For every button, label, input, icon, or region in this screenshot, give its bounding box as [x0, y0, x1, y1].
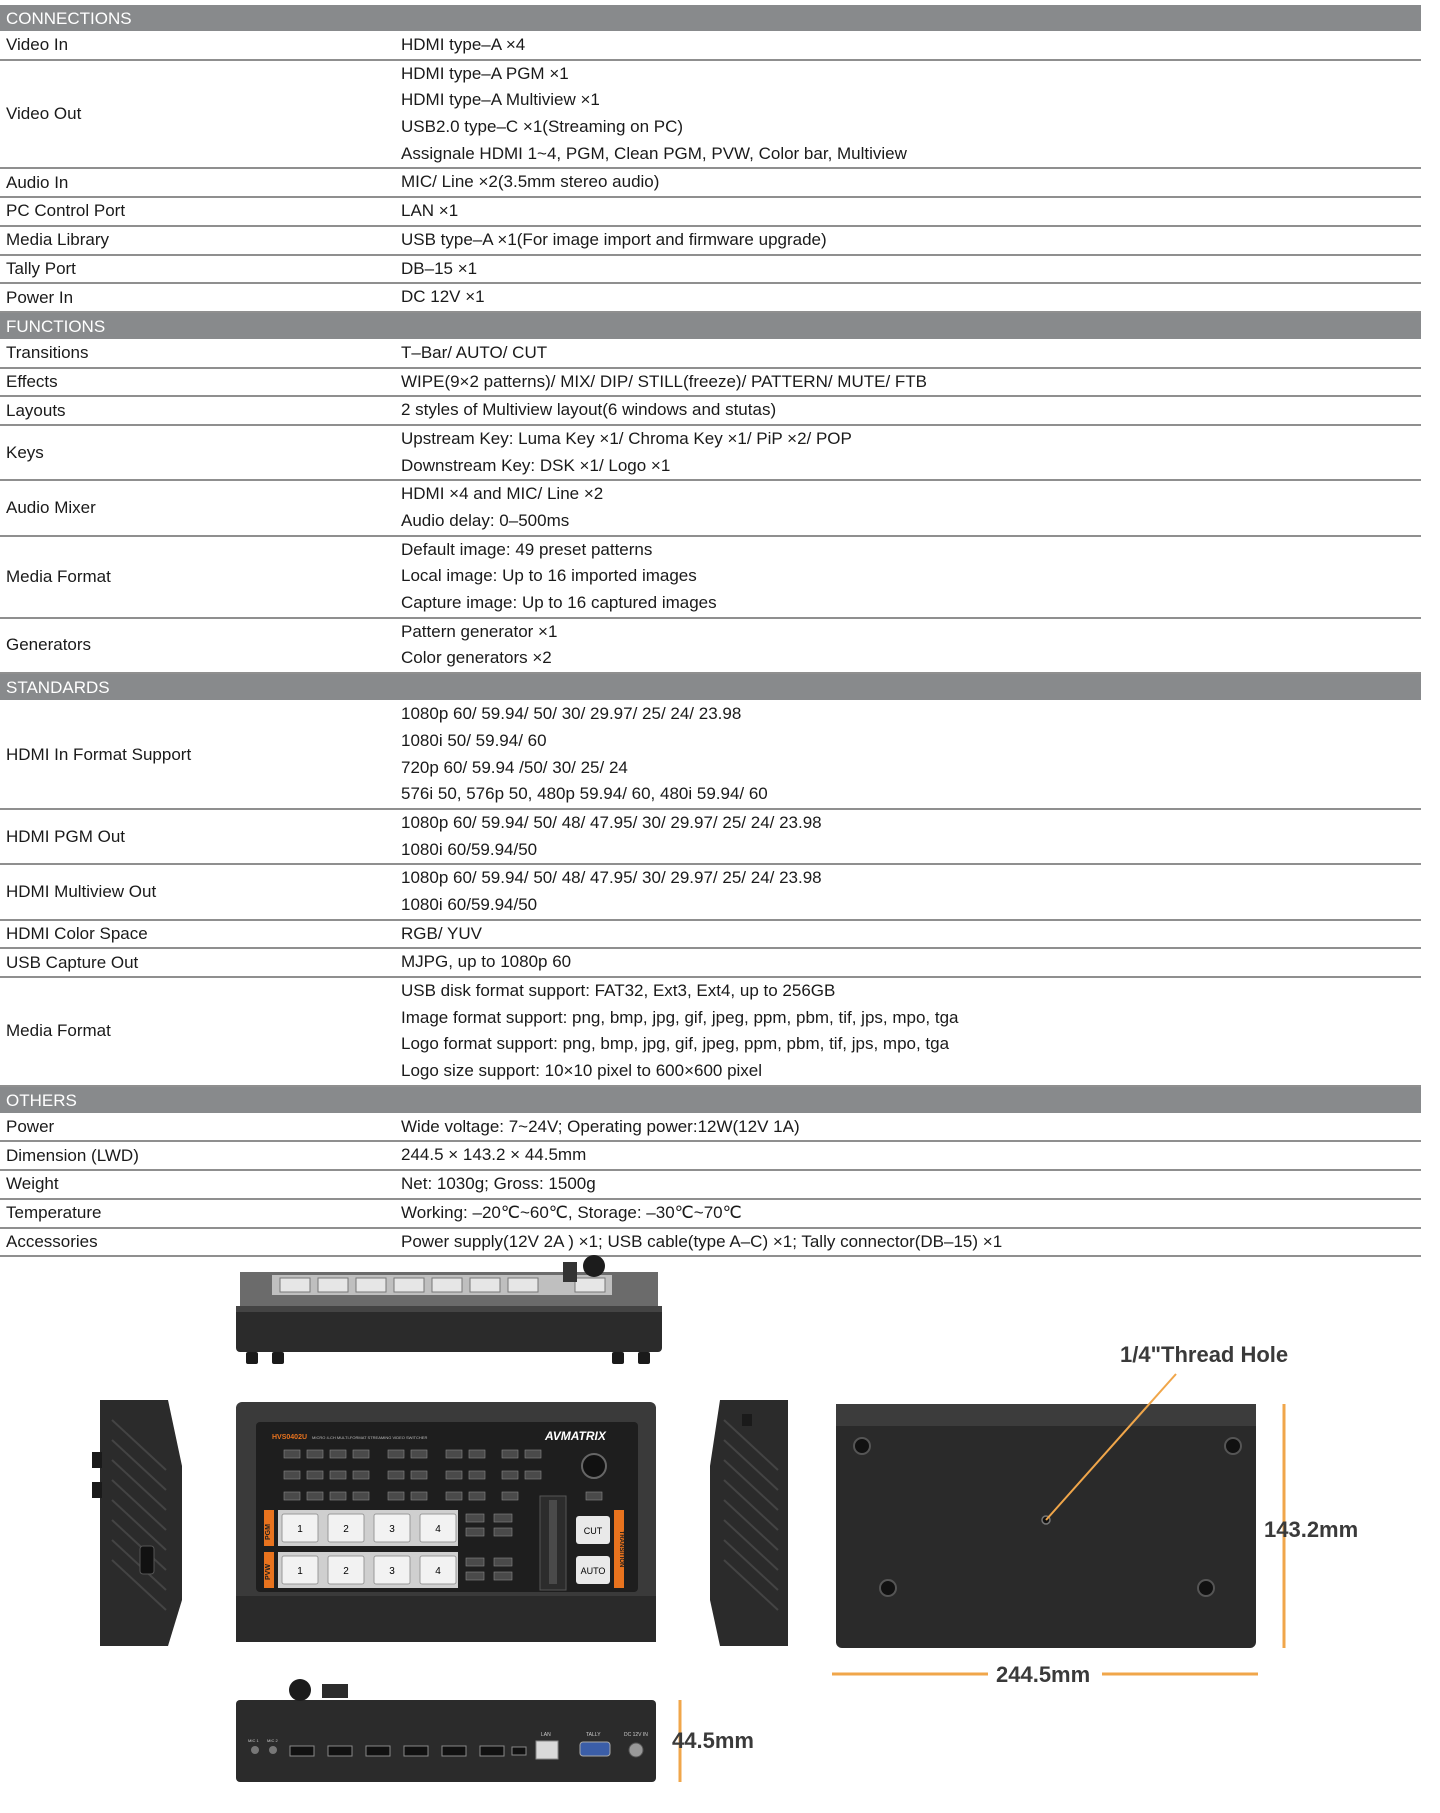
spec-value: Wide voltage: 7~24V; Operating power:12W(12V 1A)	[401, 1116, 800, 1136]
spec-values	[401, 61, 1421, 168]
spec-value: 720p 60/ 59.94 /50/ 30/ 25/ 24	[401, 757, 628, 777]
pvw-key-4: 4	[435, 1566, 441, 1577]
product-dimension-figure	[0, 1240, 1440, 1813]
spec-values	[401, 284, 1421, 311]
spec-label: Tally Port	[6, 258, 76, 278]
spec-row	[0, 978, 1421, 1087]
spec-values	[401, 1114, 1421, 1141]
spec-row	[0, 537, 1421, 619]
width-dimension-label: 244.5mm	[996, 1662, 1091, 1687]
spec-value: Default image: 49 preset patterns	[401, 539, 653, 559]
pgm-key-3: 3	[389, 1524, 395, 1535]
spec-values	[401, 619, 1421, 672]
rear-tally-label: TALLY	[586, 1732, 601, 1738]
spec-row	[0, 426, 1421, 481]
spec-row	[0, 949, 1421, 978]
spec-value: MIC/ Line ×2(3.5mm stereo audio)	[401, 172, 660, 192]
spec-value: DB–15 ×1	[401, 258, 478, 278]
spec-values	[401, 169, 1421, 196]
section-header: FUNCTIONS	[0, 313, 1421, 340]
spec-value: LAN ×1	[401, 201, 459, 221]
pgm-key-1: 1	[297, 1524, 303, 1535]
spec-value: USB type–A ×1(For image import and firmware upgrade)	[401, 229, 827, 249]
spec-row	[0, 227, 1421, 256]
spec-value: 576i 50, 576p 50, 480p 59.94/ 60, 480i 59.94/ 60	[401, 784, 768, 804]
spec-value: HDMI ×4 and MIC/ Line ×2	[401, 484, 604, 504]
spec-values	[401, 227, 1421, 254]
spec-label: Accessories	[6, 1231, 98, 1251]
spec-value: Upstream Key: Luma Key ×1/ Chroma Key ×1/ PiP ×2/ POP	[401, 428, 852, 448]
section-header: CONNECTIONS	[0, 5, 1421, 32]
spec-label: Temperature	[6, 1203, 102, 1223]
spec-label: Layouts	[6, 400, 66, 420]
spec-value: USB2.0 type–C ×1(Streaming on PC)	[401, 117, 684, 137]
spec-value: MJPG, up to 1080p 60	[401, 952, 572, 972]
spec-values	[401, 1171, 1421, 1198]
device-rear-view	[236, 1679, 754, 1782]
device-front-view	[236, 1402, 656, 1642]
spec-value: DC 12V ×1	[401, 287, 485, 307]
spec-values	[401, 921, 1421, 948]
rear-lan-label: LAN	[541, 1732, 551, 1738]
spec-row	[0, 481, 1421, 536]
device-top-view	[236, 1255, 662, 1364]
spec-label: Power In	[6, 287, 74, 307]
spec-row	[0, 1114, 1421, 1143]
auto-button-label: AUTO	[580, 1566, 606, 1576]
spec-value: Power supply(12V 2A ) ×1; USB cable(type A–C) ×1; Tally connector(DB–15) ×1	[401, 1231, 1003, 1251]
spec-table	[0, 5, 1421, 1257]
device-left-side-view	[92, 1400, 182, 1646]
pvw-key-3: 3	[389, 1566, 395, 1577]
spec-value: Net: 1030g; Gross: 1500g	[401, 1174, 596, 1194]
spec-value: 1080p 60/ 59.94/ 50/ 48/ 47.95/ 30/ 29.97/ 25/ 24/ 23.98	[401, 868, 822, 888]
spec-value: Color generators ×2	[401, 648, 552, 668]
section-header: STANDARDS	[0, 674, 1421, 701]
pvw-row-label: PVW	[265, 1564, 272, 1580]
spec-value: HDMI type–A Multiview ×1	[401, 90, 600, 110]
section-header: OTHERS	[0, 1087, 1421, 1114]
spec-row	[0, 1200, 1421, 1229]
spec-row	[0, 32, 1421, 61]
spec-label: Media Format	[6, 1021, 111, 1041]
pgm-key-4: 4	[435, 1524, 441, 1535]
spec-values	[401, 810, 1421, 863]
spec-value: HDMI type–A PGM ×1	[401, 63, 569, 83]
pgm-key-2: 2	[343, 1524, 349, 1535]
spec-value: Logo size support: 10×10 pixel to 600×600 pixel	[401, 1061, 763, 1081]
spec-value: Working: –20℃~60℃, Storage: –30℃~70℃	[401, 1202, 742, 1222]
spec-row	[0, 369, 1421, 398]
spec-label: PC Control Port	[6, 201, 126, 221]
spec-values	[401, 340, 1421, 367]
cut-button-label: CUT	[583, 1526, 603, 1536]
spec-value: 1080p 60/ 59.94/ 50/ 48/ 47.95/ 30/ 29.97/ 25/ 24/ 23.98	[401, 812, 822, 832]
spec-value: Capture image: Up to 16 captured images	[401, 593, 717, 613]
spec-row	[0, 198, 1421, 227]
spec-values	[401, 397, 1421, 424]
spec-value: Downstream Key: DSK ×1/ Logo ×1	[401, 455, 671, 475]
spec-value: Audio delay: 0–500ms	[401, 511, 570, 530]
spec-value: Image format support: png, bmp, jpg, gif, jpeg, ppm, pbm, tif, jps, mpo, tga	[401, 1007, 959, 1027]
spec-value: Pattern generator ×1	[401, 621, 558, 641]
spec-label: Video Out	[6, 104, 82, 124]
spec-value: 1080i 60/59.94/50	[401, 839, 538, 859]
pvw-key-1: 1	[297, 1566, 303, 1577]
spec-label: Media Library	[6, 230, 109, 250]
spec-values	[401, 481, 1421, 534]
spec-row	[0, 284, 1421, 313]
spec-label: HDMI PGM Out	[6, 826, 126, 846]
rear-mic1-label: MIC 1	[248, 1738, 259, 1743]
spec-label: Audio In	[6, 172, 69, 192]
spec-values	[401, 949, 1421, 976]
spec-values	[401, 32, 1421, 59]
spec-values	[401, 865, 1421, 918]
rear-mic2-label: MIC 2	[267, 1738, 278, 1743]
spec-label: USB Capture Out	[6, 952, 139, 972]
spec-value: Logo format support: png, bmp, jpg, gif, jpeg, ppm, pbm, tif, jps, mpo, tga	[401, 1034, 950, 1054]
depth-dimension-label: 44.5mm	[672, 1728, 754, 1753]
spec-value: Assignale HDMI 1~4, PGM, Clean PGM, PVW, Color bar, Multiview	[401, 143, 907, 163]
spec-row	[0, 61, 1421, 170]
spec-value: RGB/ YUV	[401, 923, 482, 943]
spec-values	[401, 198, 1421, 225]
pgm-row-label: PGM	[265, 1524, 272, 1540]
spec-row	[0, 1171, 1421, 1200]
front-brand-logo: AVMATRIX	[545, 1429, 606, 1443]
spec-values	[401, 1200, 1421, 1227]
spec-value: 1080i 50/ 59.94/ 60	[401, 730, 547, 750]
spec-value: 1080i 60/59.94/50	[401, 894, 538, 914]
spec-label: Media Format	[6, 566, 111, 586]
rear-dc-label: DC 12V IN	[624, 1732, 648, 1738]
spec-values	[401, 978, 1421, 1085]
spec-value: T–Bar/ AUTO/ CUT	[401, 342, 548, 362]
spec-label: Power	[6, 1117, 55, 1137]
spec-label: Keys	[6, 442, 44, 462]
spec-values	[401, 369, 1421, 396]
height-dimension-label: 143.2mm	[1264, 1517, 1359, 1542]
spec-values	[401, 426, 1421, 479]
spec-values	[401, 1142, 1421, 1169]
device-bottom-view	[832, 1342, 1358, 1687]
spec-row	[0, 169, 1421, 198]
transition-label: TRANSITION	[618, 1530, 624, 1568]
spec-values	[401, 701, 1421, 808]
spec-value: WIPE(9×2 patterns)/ MIX/ DIP/ STILL(freeze)/ PATTERN/ MUTE/ FTB	[401, 371, 928, 391]
spec-row	[0, 865, 1421, 920]
spec-label: Generators	[6, 635, 92, 655]
spec-row	[0, 619, 1421, 674]
front-model-desc: MICRO 4-CH MULTI-FORMAT STREAMING VIDEO SWITCHER	[312, 1435, 428, 1440]
spec-label: HDMI In Format Support	[6, 744, 192, 764]
spec-value: 244.5 × 143.2 × 44.5mm	[401, 1145, 587, 1165]
spec-label: Weight	[6, 1174, 59, 1194]
spec-values	[401, 256, 1421, 283]
spec-label: Audio Mixer	[6, 498, 96, 517]
spec-row	[0, 1142, 1421, 1171]
spec-label: Effects	[6, 371, 58, 391]
spec-row	[0, 810, 1421, 865]
spec-row	[0, 340, 1421, 369]
front-model-label: HVS0402U	[272, 1434, 308, 1441]
pvw-key-2: 2	[343, 1566, 349, 1577]
spec-label: Transitions	[6, 343, 89, 363]
spec-value: HDMI type–A ×4	[401, 35, 526, 54]
spec-value: Local image: Up to 16 imported images	[401, 566, 697, 586]
spec-label: HDMI Multiview Out	[6, 881, 157, 901]
spec-row	[0, 921, 1421, 950]
device-right-side-view	[710, 1400, 788, 1646]
spec-row	[0, 256, 1421, 285]
spec-value: USB disk format support: FAT32, Ext3, Ext4, up to 256GB	[401, 981, 836, 1000]
spec-label: Video In	[6, 35, 69, 55]
spec-value: 2 styles of Multiview layout(6 windows and stutas)	[401, 400, 777, 420]
thread-hole-label: 1/4"Thread Hole	[1120, 1342, 1289, 1367]
spec-value: 1080p 60/ 59.94/ 50/ 30/ 29.97/ 25/ 24/ 23.98	[401, 704, 742, 724]
spec-row	[0, 397, 1421, 426]
spec-row	[0, 701, 1421, 810]
spec-values	[401, 537, 1421, 617]
spec-label: HDMI Color Space	[6, 923, 148, 943]
spec-label: Dimension (LWD)	[6, 1145, 139, 1165]
